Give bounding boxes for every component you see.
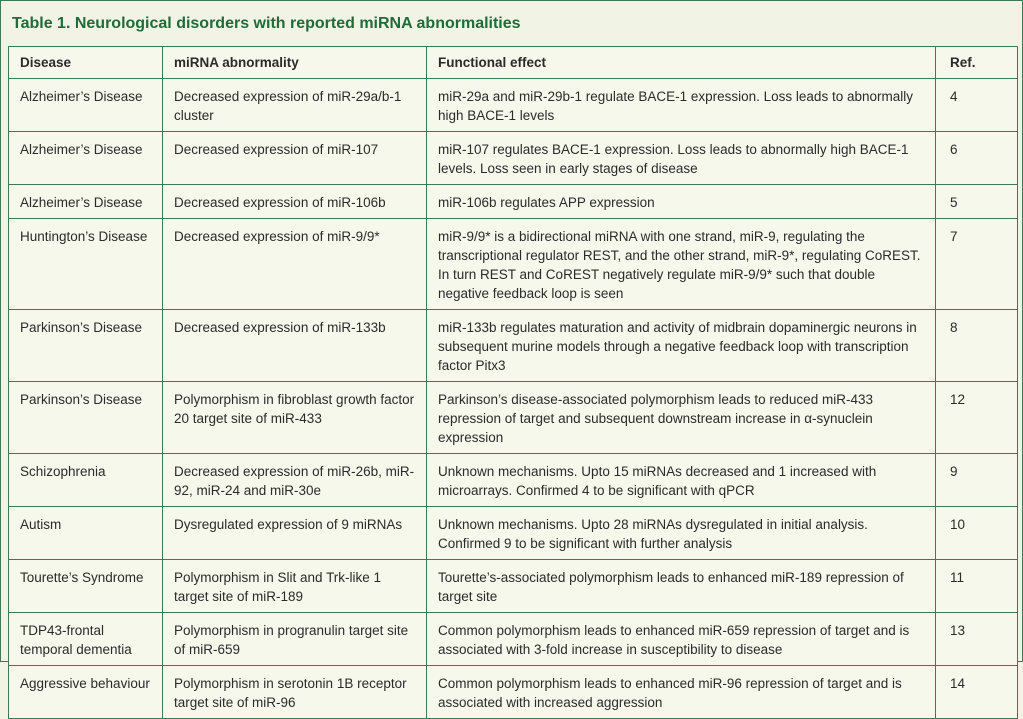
effect-cell: miR-29a and miR-29b-1 regulate BACE-1 expression. Loss leads to abnormally high BACE-1 levels <box>427 79 936 132</box>
table-row <box>9 507 1018 560</box>
table-row <box>9 382 1018 454</box>
ref-cell: 7 <box>936 219 1018 310</box>
disease-cell: Parkinson’s Disease <box>9 310 163 382</box>
table-row <box>9 185 1018 219</box>
table-row <box>9 560 1018 613</box>
column-header-disease: Disease <box>9 47 163 79</box>
table-row <box>9 79 1018 132</box>
effect-cell: Parkinson’s disease-associated polymorphism leads to reduced miR-433 repression of target and subsequent downstream increase in α-synuclein expression <box>427 382 936 454</box>
effect-cell: Unknown mechanisms. Upto 15 miRNAs decreased and 1 increased with microarrays. Confirmed 4 to be significant with qPCR <box>427 454 936 507</box>
ref-cell: 13 <box>936 613 1018 666</box>
ref-cell: 10 <box>936 507 1018 560</box>
ref-cell: 8 <box>936 310 1018 382</box>
effect-cell: Unknown mechanisms. Upto 28 miRNAs dysregulated in initial analysis. Confirmed 9 to be significant with further analysis <box>427 507 936 560</box>
abnormality-cell: Decreased expression of miR-106b <box>163 185 427 219</box>
table-row <box>9 666 1018 719</box>
ref-cell: 9 <box>936 454 1018 507</box>
abnormality-cell: Polymorphism in progranulin target site of miR-659 <box>163 613 427 666</box>
disease-cell: Alzheimer’s Disease <box>9 132 163 185</box>
effect-cell: Common polymorphism leads to enhanced miR-96 repression of target and is associated with increased aggression <box>427 666 936 719</box>
disease-cell: Aggressive behaviour <box>9 666 163 719</box>
abnormality-cell: Polymorphism in serotonin 1B receptor target site of miR-96 <box>163 666 427 719</box>
disease-cell: Autism <box>9 507 163 560</box>
abnormality-cell: Decreased expression of miR-9/9* <box>163 219 427 310</box>
disease-cell: Tourette’s Syndrome <box>9 560 163 613</box>
disorders-table <box>8 46 1018 719</box>
table-row <box>9 219 1018 310</box>
ref-cell: 14 <box>936 666 1018 719</box>
ref-cell: 12 <box>936 382 1018 454</box>
ref-cell: 11 <box>936 560 1018 613</box>
abnormality-cell: Decreased expression of miR-133b <box>163 310 427 382</box>
disease-cell: Huntington’s Disease <box>9 219 163 310</box>
disease-cell: Alzheimer’s Disease <box>9 185 163 219</box>
header-row <box>9 47 1018 79</box>
disease-cell: TDP43-frontal temporal dementia <box>9 613 163 666</box>
column-header-effect: Functional effect <box>427 47 936 79</box>
table-row <box>9 310 1018 382</box>
effect-cell: Tourette’s-associated polymorphism leads to enhanced miR-189 repression of target site <box>427 560 936 613</box>
disease-cell: Alzheimer’s Disease <box>9 79 163 132</box>
abnormality-cell: Polymorphism in Slit and Trk-like 1 target site of miR-189 <box>163 560 427 613</box>
abnormality-cell: Dysregulated expression of 9 miRNAs <box>163 507 427 560</box>
ref-cell: 4 <box>936 79 1018 132</box>
effect-cell: miR-107 regulates BACE-1 expression. Loss leads to abnormally high BACE-1 levels. Loss seen in early stages of disease <box>427 132 936 185</box>
ref-cell: 5 <box>936 185 1018 219</box>
disease-cell: Parkinson’s Disease <box>9 382 163 454</box>
table-title: Table 1. Neurological disorders with reported miRNA abnormalities <box>12 15 521 32</box>
effect-cell: miR-9/9* is a bidirectional miRNA with one strand, miR-9, regulating the transcriptional regulator REST, and the other strand, miR-9*, regulating CoREST. In turn REST and CoREST negatively regulate miR-9/9* such that double negative feedback loop is seen <box>427 219 936 310</box>
effect-cell: miR-106b regulates APP expression <box>427 185 936 219</box>
column-header-abnormality: miRNA abnormality <box>163 47 427 79</box>
abnormality-cell: Decreased expression of miR-26b, miR-92, miR-24 and miR-30e <box>163 454 427 507</box>
effect-cell: miR-133b regulates maturation and activity of midbrain dopaminergic neurons in subsequent murine models through a negative feedback loop with transcription factor Pitx3 <box>427 310 936 382</box>
ref-cell: 6 <box>936 132 1018 185</box>
column-header-ref: Ref. <box>936 47 1018 79</box>
abnormality-cell: Decreased expression of miR-29a/b-1 cluster <box>163 79 427 132</box>
abnormality-cell: Polymorphism in fibroblast growth factor 20 target site of miR-433 <box>163 382 427 454</box>
table-row <box>9 613 1018 666</box>
table-row <box>9 132 1018 185</box>
table-row <box>9 454 1018 507</box>
effect-cell: Common polymorphism leads to enhanced miR-659 repression of target and is associated with 3-fold increase in susceptibility to disease <box>427 613 936 666</box>
disease-cell: Schizophrenia <box>9 454 163 507</box>
abnormality-cell: Decreased expression of miR-107 <box>163 132 427 185</box>
